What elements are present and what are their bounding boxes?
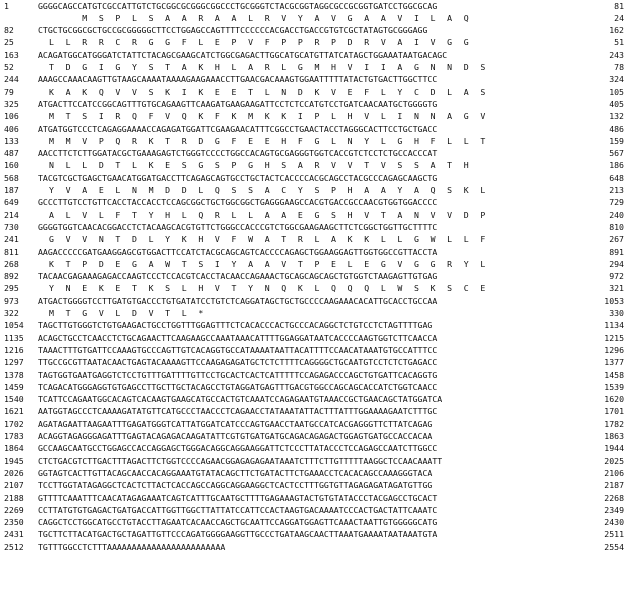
nucleotide-row [0, 1, 630, 12]
nucleotide-row [0, 431, 630, 442]
row-start-number: 160 [4, 160, 19, 171]
row-end-number: 2349 [604, 504, 624, 515]
nucleotide-row [0, 25, 630, 36]
row-end-number: 105 [609, 86, 624, 97]
nucleotide-row [0, 50, 630, 61]
row-end-number: 240 [609, 209, 624, 220]
amino-acid-sequence: G V V N T D L Y K H V F W A T R L A K K L L G W L L F [38, 234, 486, 245]
nucleotide-sequence: ACAGCTGCCTCAACCTCTGCAGAACTTCAAGAAGCCAAATAAACATTTTGGAGGATAATCACCCCAAGTGGTCTTCAACCA [38, 332, 438, 343]
row-end-number: 972 [609, 271, 624, 282]
row-start-number: 2107 [4, 480, 24, 491]
nucleotide-sequence: AAAGCCAAACAAGTTGTAAGCAAAATAAAAGAAGAAACCTTGAACGACAAAGTGGAATTTTTATACTGTGACTTGGCTTCC [38, 74, 438, 85]
row-start-number: 1054 [4, 320, 24, 331]
nucleotide-row [0, 99, 630, 110]
row-start-number: 892 [4, 271, 19, 282]
row-end-number: 2025 [604, 455, 624, 466]
nucleotide-sequence: TCCTTGGTATAGAGGCTCACTCTTACTCACCAGCCAGGCAGGAAGGCTCACTCCTTTGGTGTTAGAGAGATAGATGTTGG [38, 480, 433, 491]
nucleotide-row [0, 124, 630, 135]
nucleotide-sequence: TTGCCGCGTTAATACAACTGAGTACAAAAGTTCCAAGAGAGATGCTCTCTTTTCAGGGGCTGCAATGTCCTCTCTGAGACC [38, 357, 438, 368]
nucleotide-row [0, 419, 630, 430]
nucleotide-row [0, 271, 630, 282]
nucleotide-sequence: CTGCTGCGGCGCTGCCGCGGGGGCTTCCTGGAGCCAGTTTTCCCCCCACGACCTGACCGTGTCGCTATAGTGCGGGAGG [38, 25, 428, 36]
nucleotide-row [0, 542, 630, 553]
row-start-number: 1459 [4, 381, 24, 392]
protein-row [0, 111, 630, 122]
nucleotide-row [0, 456, 630, 467]
protein-row [0, 308, 630, 319]
row-end-number: 891 [609, 246, 624, 257]
nucleotide-sequence: ACAGGTAGAGGGAGATTTGAGTACAGAGACAAGATATTCGTGTGATGATGCAGACAGAGACTGGAGTGATGCCACCACAA [38, 431, 433, 441]
amino-acid-sequence: T D G I G Y S T A K H L A R L G M H V I I A G N N D S [38, 62, 486, 72]
row-end-number: 243 [609, 49, 624, 60]
row-end-number: 267 [609, 234, 624, 245]
protein-row [0, 234, 630, 245]
row-start-number: 811 [4, 246, 19, 257]
nucleotide-sequence: AACCTTCTCTTGGATACGCTGAAAGAGTCTGGGTCCCCTGGCCACAGTGCGAGGGTGGTCACCGTCTCCTCTGCCACCCAT [38, 148, 438, 159]
row-end-number: 81 [614, 0, 624, 11]
nucleotide-row [0, 74, 630, 85]
row-start-number: 973 [4, 295, 19, 306]
row-end-number: 1539 [604, 381, 624, 392]
nucleotide-sequence: AGATAGAATTAAGAATTTGAGATGGGTCATTATGGATCATCCCAGTGAACCTAATGCCATCACGAGGGTTCTTATCAGAG [38, 418, 433, 429]
row-end-number: 51 [614, 37, 624, 48]
amino-acid-sequence: M M V P Q R K T R D G F E E H F G L N Y L G H F L L T [38, 135, 486, 146]
nucleotide-row [0, 173, 630, 184]
amino-acid-sequence: L L R R C R G G F L E P V F P P R P D R V A I V G G [38, 37, 470, 48]
row-start-number: 2512 [4, 541, 24, 552]
row-end-number: 1134 [604, 320, 624, 331]
row-start-number: 1621 [4, 406, 24, 417]
row-start-number: 2026 [4, 467, 24, 478]
nucleotide-row [0, 517, 630, 528]
nucleotide-row [0, 333, 630, 344]
row-end-number: 321 [609, 283, 624, 294]
row-start-number: 1864 [4, 443, 24, 454]
row-start-number: 325 [4, 98, 19, 109]
row-end-number: 78 [614, 62, 624, 72]
nucleotide-row [0, 443, 630, 454]
protein-row [0, 259, 630, 270]
row-start-number: 406 [4, 123, 19, 134]
protein-row [0, 185, 630, 196]
nucleotide-row [0, 370, 630, 381]
nucleotide-sequence: TACAACGAGAAAGAGACCAAGTCCCTCCACGTCACCTACAACCAGAAACTGCAGCAGCAGCTGTGGTCTAAGAGTTGTGAG [38, 271, 438, 282]
row-start-number: 1216 [4, 344, 24, 355]
row-start-number: 163 [4, 49, 19, 60]
row-end-number: 24 [614, 12, 624, 23]
row-start-number: 568 [4, 172, 19, 183]
nucleotide-sequence: CTCTGACGTCTTGACTTTAGACTTCTGGTCCCCAGAACGGAGAGAGAATAAATCTTTCTTGTTTTTAAGGCTCCAACAAATT [38, 455, 443, 466]
amino-acid-sequence: K T P D E G A W T S I Y A A V T P E L E G V G G R Y L [38, 258, 486, 269]
nucleotide-row [0, 493, 630, 504]
row-start-number: 2269 [4, 504, 24, 515]
nucleotide-row [0, 197, 630, 208]
row-end-number: 1944 [604, 443, 624, 454]
nucleotide-sequence: GGGGCAGCCATGTCGCCATTGTCTGCGGCGCGGGCGGCCCTGCGGGTCTACGCGGTAGGCGCCGCGGTGATCCTGGCGCAG [38, 0, 438, 11]
nucleotide-sequence: CAGGCTCCTGGCATGCCTGTACCTTAGAATCACAACCAGCTGCAATTCCAGGATGGAGTTCAAACTAATTGTGGGGGCATG [38, 517, 438, 528]
row-end-number: 2106 [604, 467, 624, 478]
row-end-number: 1377 [604, 357, 624, 368]
amino-acid-sequence: Y N E K E T K S L H V T Y N Q K L Q Q Q L W S K S C E [38, 283, 486, 294]
nucleotide-sequence: TGTTTGGCCTCTTTAAAAAAAAAAAAAAAAAAAAAAAA [38, 541, 226, 552]
nucleotide-sequence: TACGTCGCTGAGCTGAACATGGATGACCTTCAGAGCAGTGCCTGCTACTCACCCCACGCAGCCTACGCCCAGAGCAAGCTG [38, 172, 438, 183]
row-start-number: 187 [4, 185, 19, 195]
nucleotide-sequence: TAAACTTTGTGATTCCAAAGTGCCCAGTTGTCACAGGTGCCATAAAATAATTACATTTTCCAACATAAATGTGCCATTTCC [38, 344, 438, 355]
nucleotide-sequence: TCAGACATGGGAGGTGTGAGCCTTGCTTGCTACAGCCTGTAGGATGAGTTTGACGTGGCCAGCAGCACCATCTGGTCAACC [38, 381, 438, 392]
nucleotide-sequence: GCCCTTGTCCTGTTCACCTACCACCTCCAGCGGCTGCTGGCGGCTGAGGGAAGCCACGTGACCGCCAACGTGGTGGACCCC [38, 197, 438, 208]
amino-acid-sequence: M T S I R Q F V Q K F K M K K I P L H V L I N N A G V [38, 111, 486, 122]
row-end-number: 159 [609, 135, 624, 146]
row-end-number: 1620 [604, 394, 624, 405]
row-start-number: 244 [4, 74, 19, 85]
nucleotide-row [0, 468, 630, 479]
row-end-number: 294 [609, 258, 624, 269]
row-end-number: 729 [609, 197, 624, 208]
nucleotide-row [0, 222, 630, 233]
nucleotide-row [0, 247, 630, 258]
nucleotide-sequence: TCATTCCAGAATGGCACAGTCACAAGTGAAGCATGCCACTGTCAAATCCAGAGAATGTAAACCGCTGAACAGCTATGGATCA [38, 394, 443, 405]
nucleotide-sequence: ATGACTTCCATCCGGCAGTTTGTGCAGAAGTTCAAGATGAAGAAGATTCCTCTCCATGTCCTGATCAACAATGCTGGGGTG [38, 98, 438, 109]
row-start-number: 133 [4, 135, 19, 146]
nucleotide-row [0, 406, 630, 417]
row-start-number: 52 [4, 62, 14, 72]
protein-row [0, 283, 630, 294]
row-end-number: 1458 [604, 369, 624, 380]
protein-row [0, 13, 630, 24]
nucleotide-sequence: AAGACCCCCGATGAAGGAGCGTGGACTTCCATCTACGCAGCAGTCACCCCAGAGCTGGAAGGAGTTGGTGGCCGTTACCTA [38, 246, 438, 257]
row-start-number: 79 [4, 86, 14, 97]
row-end-number: 132 [609, 111, 624, 122]
nucleotide-sequence: TAGCTTGTGGGTCTGTGAAGACTGCCTGGTTTGGAGTTTCTCACACCCACTGCCCACAGGCTCTGTCCTCTAGTTTTGAG [38, 320, 433, 331]
row-start-number: 2431 [4, 529, 24, 540]
row-end-number: 2430 [604, 517, 624, 528]
row-start-number: 649 [4, 197, 19, 208]
row-start-number: 1702 [4, 418, 24, 429]
nucleotide-row [0, 357, 630, 368]
row-end-number: 648 [609, 172, 624, 183]
row-end-number: 213 [609, 185, 624, 195]
row-start-number: 1378 [4, 369, 24, 380]
row-end-number: 567 [609, 148, 624, 159]
row-start-number: 1135 [4, 332, 24, 343]
nucleotide-row [0, 529, 630, 540]
row-start-number: 241 [4, 234, 19, 245]
nucleotide-row [0, 505, 630, 516]
nucleotide-sequence: TAGTGGTGAATGAGGTCTCCTGTTTGATTTTGTTCCTGCACTCACTCATTTTTCCAGAGACCCAGCTGTGATTCACAGGTG [38, 369, 438, 380]
row-start-number: 730 [4, 221, 19, 232]
nucleotide-row [0, 320, 630, 331]
row-start-number: 2350 [4, 517, 24, 528]
row-start-number: 295 [4, 283, 19, 294]
nucleotide-sequence: TGCTTCTTACATGACTGCTAGATTGTTCCCAGATGGGGAAGGTTGCCCTGATAAGCAACTTAAATGAAAATAATAAATGTA [38, 529, 438, 540]
nucleotide-row [0, 394, 630, 405]
protein-row [0, 160, 630, 171]
row-end-number: 810 [609, 221, 624, 232]
row-end-number: 2187 [604, 480, 624, 491]
nucleotide-sequence: CCTTATGTGTGAGACTGATGACCATTGGTTGGCTTATTATCCATTCCACTAAGTGACAAAATCCCACTGACTATTCAAATC [38, 504, 438, 515]
row-start-number: 268 [4, 258, 19, 269]
row-end-number: 162 [609, 25, 624, 36]
nucleotide-sequence: GCCAAGCAATGCCTGGAGCCACCAGGAGCTGGGACAGGCAGGAAGGATTCTCCCTTATACCCTCCAGAGCCAATCTTGGCC [38, 443, 438, 454]
row-start-number: 322 [4, 308, 19, 318]
nucleotide-sequence: GGGGTGGTCAACACGGACCTCTACAAGCACGTGTTCTGGGCCACCCGTCTGGCGAAGAAGCTTCTCGGCTGGTTGCTTTTC [38, 221, 438, 232]
row-start-number: 106 [4, 111, 19, 122]
row-end-number: 1701 [604, 406, 624, 417]
row-start-number: 1945 [4, 455, 24, 466]
row-end-number: 324 [609, 74, 624, 85]
row-start-number: 214 [4, 209, 19, 220]
row-end-number: 1863 [604, 431, 624, 441]
nucleotide-sequence: ATGACTGGGGTCCTTGATGTGACCCTGTGATATCCTGTCTCAGGATAGCTGCTGCCCCAAGAAACACATTGCACCTGCCAA [38, 295, 438, 306]
amino-acid-sequence: Y V A E L N M D D L Q S S A C Y S P H A A Y A Q S K L [38, 185, 486, 195]
row-end-number: 1053 [604, 295, 624, 306]
row-start-number: 1783 [4, 431, 24, 441]
row-end-number: 405 [609, 98, 624, 109]
protein-row [0, 37, 630, 48]
nucleotide-sequence: ACAGATGGCATGGGATCTATTCTACAGCGAAGCATCTGGCGAGACTTGGCATGCATGTTATCATAGCTGGAAATAATGACAGC [38, 49, 448, 60]
protein-row [0, 62, 630, 73]
row-start-number: 82 [4, 25, 14, 36]
row-end-number: 486 [609, 123, 624, 134]
nucleotide-sequence: AATGGTAGCCCTCAAAAGATATGTTCATGCCCTAACCCTCAGAACCTATAAATATTACTTTATTTGGAAAAGAATCTTTGC [38, 406, 438, 417]
row-end-number: 2511 [604, 529, 624, 540]
row-end-number: 1215 [604, 332, 624, 343]
protein-row [0, 210, 630, 221]
row-start-number: 1297 [4, 357, 24, 368]
row-end-number: 2268 [604, 492, 624, 503]
row-end-number: 1296 [604, 344, 624, 355]
amino-acid-sequence: M S P L S A A R A A L R V Y A V G A A V I L A Q [38, 12, 470, 23]
nucleotide-row [0, 480, 630, 491]
row-start-number: 2188 [4, 492, 24, 503]
row-start-number: 25 [4, 37, 14, 48]
row-start-number: 1 [4, 0, 9, 11]
row-start-number: 1540 [4, 394, 24, 405]
nucleotide-row [0, 382, 630, 393]
nucleotide-sequence: ATGATGGTCCCTCAGAGGAAAACCAGAGATGGATTCGAAGAACATTTCGGCCTGAACTACCTAGGGCACTTCCTGCTGACC [38, 123, 438, 134]
nucleotide-row [0, 345, 630, 356]
nucleotide-sequence: GGTAGTCACTTGTTACAGCAACCACAGGAAATGTATACAGCTTCTGATACTTCTGAAACCTCACACAGCCAAAGGGTACA [38, 467, 433, 478]
amino-acid-sequence: K A K Q V V S K I K E E T L N D K V E F L Y C D L A S [38, 86, 486, 97]
nucleotide-row [0, 148, 630, 159]
amino-acid-sequence: A L V L F T Y H L Q R L L A A E G S H V T A N V V D P [38, 209, 486, 220]
nucleotide-row [0, 296, 630, 307]
protein-row [0, 87, 630, 98]
protein-row [0, 136, 630, 147]
row-end-number: 186 [609, 160, 624, 171]
row-end-number: 1782 [604, 418, 624, 429]
nucleotide-sequence: GTTTTCAAATTTCAACATAGAGAAATCAGTCATTTGCAATGCTTTTGAGAAAGTACTGTGTATACCCTACGAGCCTGCACT [38, 492, 438, 503]
amino-acid-sequence: N L L D T L K E S G S P G H S A R V V T V S S A T H [38, 160, 470, 171]
row-start-number: 487 [4, 148, 19, 159]
row-end-number: 2554 [604, 541, 624, 552]
amino-acid-sequence: M T G V L D V T L * [38, 308, 204, 318]
row-end-number: 330 [609, 308, 624, 318]
